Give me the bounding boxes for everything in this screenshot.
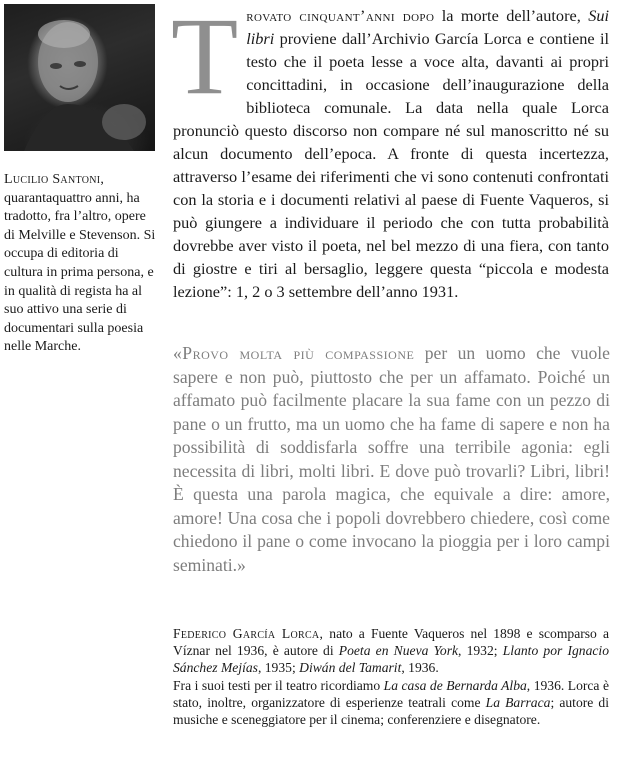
work-title: Poeta en Nueva York <box>338 643 459 659</box>
article-paragraph <box>171 0 609 303</box>
work-title: La casa de Bernarda Alba <box>383 677 527 693</box>
article-text: la morte dell’autore, <box>434 6 589 25</box>
article-lead-in: rovato cinquant’anni dopo <box>246 6 435 25</box>
quote-text: per un uomo che vuole sapere e non può, piuttosto che per un affamato. Poiché un affamato può facilmente placare la sua fame con un pezzo di pane o un frutto, ma un uomo che ha fame di sapere e non ha possibilità di soddisfarla soffre una terribile agonia: egli necessita di libri, molti libri. E dove può trovarli? Libri, libri! È questa una parola magica, che equivale a dire: amore, amore! Una cosa che i popoli dovrebbero chiedere, così come chiedono il pane o come invocano la pioggia per i loro campi seminati.» <box>173 343 610 575</box>
note-text: nato a Fuente Vaqueros nel 1898 e scomparso a Víznar nel 1936, è autore di <box>173 626 609 659</box>
quote-lead-in: «Provo molta più compassione <box>173 343 415 363</box>
author-name: Federico García Lorca, <box>173 626 324 641</box>
note-text: , 1936. <box>401 660 439 676</box>
article-text: proviene dall’Archivio García Lorca e contiene il testo che il poeta lesse a voce alta, davanti ai propri concittadini, in occasione dell’inaugurazione della biblioteca comunale. La data nella quale Lorca pronunciò questo discorso non compare né sul manoscritto né su alcun documento dell’epoca. A fronte di questa incertezza, attraverso l’esame dei riferimenti che vi sono contenuti confrontati con la storia e i documenti relativi al paese di Fuente Vaqueros, si può giungere a individuare il periodo che con tutta probabilità dovrebbe aver visto il poeta, nel bel mezzo di una fiera, con tanto di giostre e tiri al bersaglio, leggere questa “piccola e modesta lezione”: 1, 2 o 3 settembre dell’anno 1931. <box>173 29 609 301</box>
contributor-name: Lucilio Santoni, <box>4 172 105 187</box>
work-title: La Barraca <box>485 694 551 710</box>
note-text: , 1936. Lorca è stato, inoltre, organizzatore di esperienze teatrali come <box>173 677 609 710</box>
note-text: , 1935; <box>257 660 300 676</box>
note-text: ; autore di musiche e sceneggiatore per il cinema; conferenziere e disegnatore. <box>173 694 609 728</box>
work-title: Diwán del Tamarit <box>299 660 402 676</box>
contributor-bio-text: quarantaquattro anni, ha tradotto, fra l’altro, opere di Melville e Stevenson. Si occupa di editoria di cultura in prima persona, e in qualità di regista ha al suo attivo una serie di documentari sulla poesia nelle Marche. <box>4 190 156 355</box>
portrait-illustration <box>4 4 155 151</box>
work-title: Llanto por Ignacio Sánchez Mejías <box>173 643 609 676</box>
note-text: , 1932; <box>458 643 503 659</box>
author-note <box>173 625 609 728</box>
author-portrait-photo <box>4 4 155 151</box>
note-text: Fra i suoi testi per il teatro ricordiamo <box>173 677 384 693</box>
article-body <box>171 0 609 303</box>
pull-quote <box>173 342 610 577</box>
drop-cap: T <box>171 0 239 117</box>
contributor-bio <box>4 171 158 357</box>
book-title: Sui libri <box>246 6 609 48</box>
